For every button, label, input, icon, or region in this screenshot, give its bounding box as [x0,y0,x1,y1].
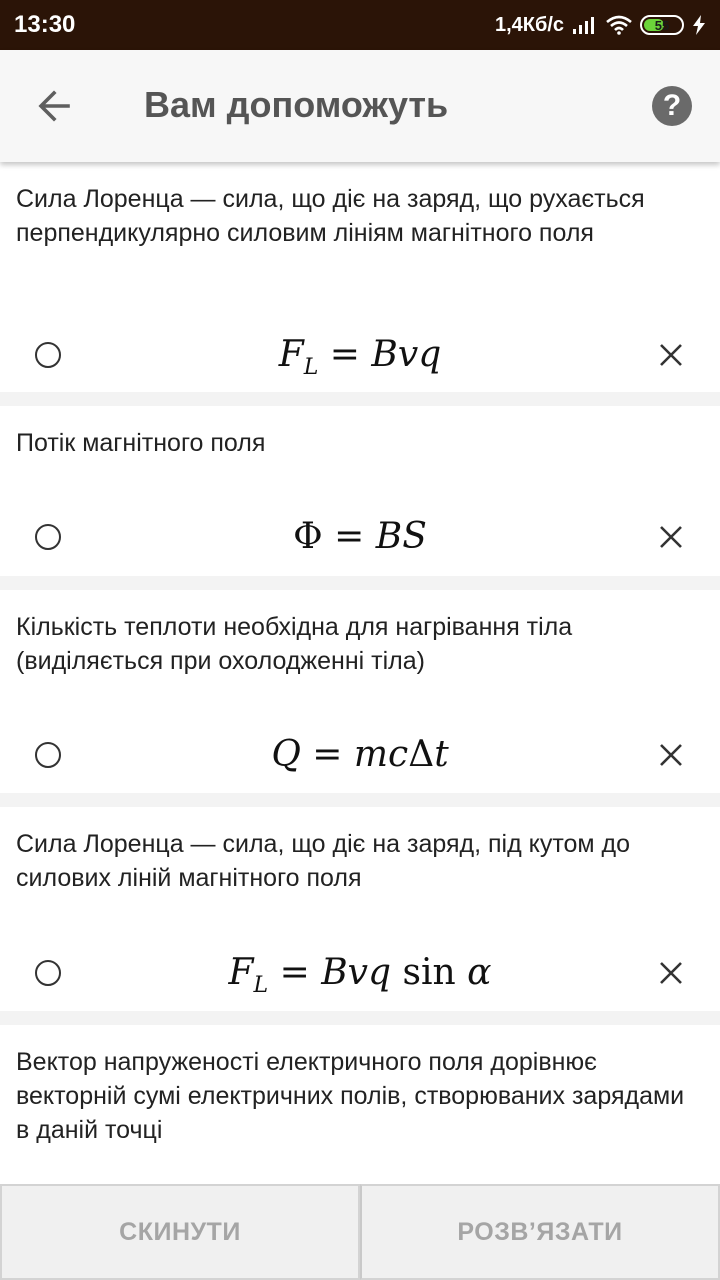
formula-left: Φ [293,516,323,557]
app-bar [0,50,720,162]
bottom-actions [0,1184,720,1280]
network-speed: 1,4Кб/с [494,13,564,36]
formula-func: sin [402,952,456,993]
close-icon[interactable] [658,524,684,550]
status-bar [0,0,720,50]
divider [0,576,720,590]
formula-left: Q [271,734,301,775]
formula-equals: = [329,334,360,375]
list-item [0,162,720,392]
wifi-icon [606,15,632,35]
formula-arg: α [467,952,492,993]
formula-description: Сила Лоренца — сила, що діє на заряд, під кутом до силових ліній магнітного поля [16,830,631,892]
status-icons [495,14,706,37]
formula-left: F [278,334,304,375]
close-icon[interactable] [658,960,684,986]
arrow-left-icon[interactable] [34,86,78,126]
formula-description: Кількість теплоти необхідна для нагрівання тіла (виділяється при охолодженні тіла) [16,613,573,675]
formula-row [0,320,720,390]
formula-row [0,502,720,572]
formula-description: Вектор напруженості електричного поля дорівнює векторній сумі електричних полів, створюваних зарядами в даній точці [16,1048,685,1144]
formula [0,516,720,557]
reset-button[interactable]: СКИНУТИ [0,1184,360,1280]
formula-list [0,162,720,1184]
formula [0,334,720,380]
list-item [0,590,720,793]
battery-icon [640,15,684,35]
formula-left: F [228,952,254,993]
formula-description: Потік магнітного поля [16,429,266,457]
formula-equals: = [279,952,310,993]
signal-icon [572,15,598,35]
formula-sub: L [253,973,269,999]
close-icon[interactable] [658,742,684,768]
solve-button[interactable]: РОЗВ’ЯЗАТИ [360,1184,720,1280]
formula-right: Bvq [321,952,392,993]
battery-level: 55 [654,17,670,33]
formula [0,734,720,775]
divider [0,1011,720,1025]
close-icon[interactable] [658,342,684,368]
status-time: 13:30 [14,11,76,38]
divider [0,793,720,807]
formula [0,952,720,998]
formula-row [0,938,720,1008]
list-item [0,1025,720,1184]
help-circle-icon[interactable] [652,86,692,126]
help-glyph: ? [662,89,682,122]
page-title: Вам допоможуть [144,84,449,125]
formula-delta: Δ [408,734,435,775]
formula-description: Сила Лоренца — сила, що діє на заряд, що рухається перпендикулярно силовим лініям магнітного поля [16,185,645,247]
formula-right: Bvq [371,334,442,375]
list-item [0,807,720,1011]
list-item [0,406,720,576]
formula-row [0,720,720,790]
formula-right: BS [375,516,427,557]
divider [0,392,720,406]
formula-sub: L [303,355,319,381]
formula-tail: t [434,734,449,775]
formula-right: mc [353,734,409,775]
formula-equals: = [334,516,365,557]
formula-equals: = [312,734,343,775]
charging-bolt-icon [692,15,706,35]
